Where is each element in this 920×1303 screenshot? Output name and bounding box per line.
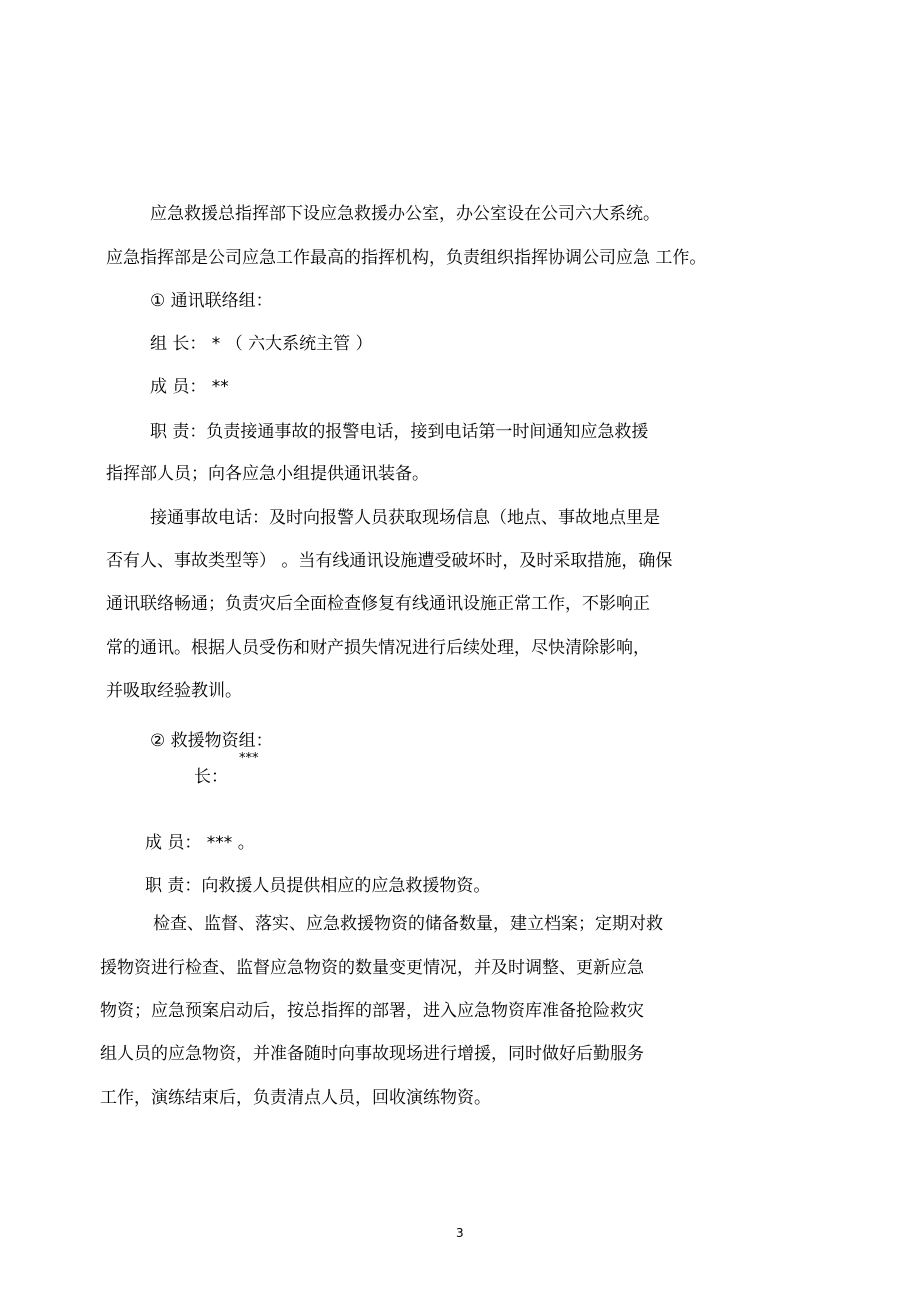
- leader-line: 长：: [194, 767, 228, 787]
- paragraph-line: 物资；应急预案启动后，按总指挥的部署，进入应急物资库准备抢险救灾: [100, 1001, 644, 1021]
- paragraph-line: 接通事故电话：及时向报警人员获取现场信息（地点、事故地点里是: [150, 508, 660, 528]
- paragraph-line: 应急指挥部是公司应急工作最高的指挥机构，负责组织指挥协调公司应急 工作。: [106, 248, 707, 268]
- paragraph-line: 通讯联络畅通；负责灾后全面检查修复有线通讯设施正常工作，不影响正: [106, 594, 650, 614]
- paragraph-line: 应急救援总指挥部下设应急救援办公室，办公室设在公司六大系统。: [150, 204, 660, 224]
- page-number: 3: [456, 1226, 464, 1240]
- duty-line: 职 责：向救援人员提供相应的应急救援物资。: [145, 876, 491, 896]
- paragraph-line: 检查、监督、落实、应急救援物资的储备数量，建立档案；定期对救: [153, 914, 663, 934]
- leader-line: 组 长： * （ 六大系统主管 ）: [150, 334, 373, 354]
- members-line: 成 员： *** 。: [145, 833, 255, 853]
- members-line: 成 员： **: [150, 377, 229, 397]
- paragraph-line: 援物资进行检查、监督应急物资的数量变更情况，并及时调整、更新应急: [100, 958, 644, 978]
- leader-stars: ***: [239, 751, 259, 766]
- section-heading: ② 救援物资组：: [150, 731, 273, 751]
- duty-line: 职 责：负责接通事故的报警电话，接到电话第一时间通知应急救援: [150, 422, 649, 442]
- paragraph-line: 指挥部人员；向各应急小组提供通讯装备。: [106, 464, 429, 484]
- paragraph-line: 并吸取经验教训。: [106, 681, 242, 701]
- section-heading: ① 通讯联络组：: [150, 291, 273, 311]
- paragraph-line: 常的通讯。根据人员受伤和财产损失情况进行后续处理，尽快清除影响，: [106, 638, 650, 658]
- paragraph-line: 工作，演练结束后，负责清点人员，回收演练物资。: [100, 1088, 491, 1108]
- paragraph-line: 否有人、事故类型等） 。当有线通讯设施遭受破坏时，及时采取措施，确保: [106, 551, 673, 571]
- paragraph-line: 组人员的应急物资，并准备随时向事故现场进行增援，同时做好后勤服务: [100, 1044, 644, 1064]
